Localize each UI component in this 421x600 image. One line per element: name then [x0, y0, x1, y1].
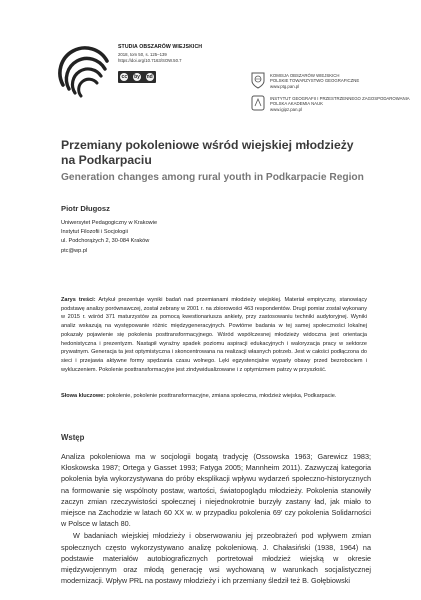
institution-igipz-url[interactable]: www.igipz.pan.pl [270, 106, 303, 112]
abstract [61, 296, 367, 374]
affiliation-institute: Instytut Filozofii i Socjologii [61, 229, 128, 236]
cc-license-badge[interactable] [118, 71, 156, 83]
abstract-label: Zarys treści: [61, 297, 96, 303]
institution-igipz [270, 96, 410, 112]
article-title-pl-line1: Przemiany pokoleniowe wśród wiejskiej młodzieży [61, 138, 354, 152]
abstract-text: Artykuł prezentuje wyniki badań nad przemianami młodzieży wiejskiej. Materiał empiryczny, stanowiący podstawę analizy porównawczej, został zebrany w 2001 r. na zbiorowości 463 respondentów. Drugi pomiar został wykonany w 2015 r. wśród 371 maturzystów za pomocą kwestionariusza ankiety, przy zastosowaniu techniki audytoryjnej. Wyniki analiz wskazują na występowanie różnic międzygeneracyjnych. Powtórne badania w tej samej społeczności lokalnej pokazały pojawienie się pokolenia posttransformacyjnego. Wśród współczesnej młodzieży widoczna jest orientacja hedonistyczna i prezentyzm. Nastąpił wyraźny spadek poziomu aspiracji edukacyjnych i waloryzacja pracy w sektorze prywatnym. Generacja ta jest optymistyczna i skoncentrowana na realizacji własnych potrzeb. Jest w całości podłączona do sieci i przejawia aktywne formy spędzania czasu wolnego. Lęki egzystencjalne wyparły obawy przed bezrobociem i wykluczeniem. Pokolenie posttransformacyjne jest zindywidualizowane i z optymizmem patrzy w przyszłość. [61, 297, 367, 373]
paragraph: W badaniach wiejskiej młodzieży i obserwowaniu jej przeobrażeń pod wpływem zmian społecznych często wykorzystywano analizę pokoleniową. J. Chałasiński (1938, 1964) na podstawie materiałów autobiograficznych portretował młodzież wiejską w okresie międzywojennym oraz młodą generację wsi wychowaną w warunkach socjalistycznej modernizacji. Wpływ PRL na postawy młodzieży i ich przemiany śledził też B. Gołębiowski [61, 531, 371, 586]
author-affiliation [61, 219, 157, 256]
by-icon: by [134, 74, 140, 80]
journal-meta [118, 52, 182, 64]
journal-volume: 2018, tom 50, s. 125–139 [118, 52, 167, 57]
cc-icon: cc [121, 74, 128, 80]
nd-icon: nd [146, 74, 153, 80]
institution-igipz-line2: POLSKA AKADEMIA NAUK [270, 101, 324, 107]
keywords [61, 392, 367, 401]
keywords-label: Słowa kluczowe: [61, 393, 106, 399]
article-title-pl [61, 138, 381, 168]
author-name: Piotr Długosz [61, 204, 110, 213]
article-title-en: Generation changes among rural youth in Podkarpacie Region [61, 172, 364, 183]
institution-igipz-line1: INSTYTUT GEOGRAFII I PRZESTRZENNEGO ZAGOSPODAROWANIA [270, 96, 410, 101]
keywords-text: pokolenie, pokolenie posttransformacyjne, zmiana społeczna, młodzież wiejska, Podkarpacie. [105, 393, 337, 399]
section-heading: Wstęp [61, 433, 85, 442]
ptg-emblem-icon [250, 71, 266, 89]
paragraph: Analiza pokoleniowa ma w socjologii bogatą tradycję (Ossowska 1963; Garewicz 1983; Kłoskowska 1987; Ortega y Gasset 1993; Fatyga 2005; Mannheim 2011). Zazwyczaj kategoria pokolenia była wykorzystywana do próby eksplikacji wpływu wydarzeń społeczno-historycznych na formowanie się wspólnoty postaw, wartości, światopoglądu młodzieży. Pokolenia stanowiły zaczyn zmian rzeczywistości społecznej i niejednokrotnie burzyły zastany ład, jak miało to miejsce na Zachodzie w latach 60 XX w. w przypadku pokolenia 69' czy pokolenia Solidarności w Polsce w latach 80. [61, 452, 371, 529]
institution-ptg-line2: POLSKIE TOWARZYSTWO GEOGRAFICZNE [270, 78, 360, 84]
institution-ptg-line1: KOMISJA OBSZARÓW WIEJSKICH [270, 73, 340, 78]
affiliation-address: ul. Podchorążych 2, 30-084 Kraków [61, 238, 150, 245]
body-text [61, 451, 371, 586]
journal-logo-icon [55, 45, 113, 103]
institution-ptg [270, 73, 359, 89]
institution-ptg-url[interactable]: www.ptg.pan.pl [270, 83, 300, 89]
pan-emblem-icon [250, 94, 266, 112]
journal-name: STUDIA OBSZARÓW WIEJSKICH [118, 44, 203, 50]
author-email-link[interactable]: ptc@wp.pl [61, 247, 88, 254]
affiliation-university: Uniwersytet Pedagogiczny w Krakowie [61, 220, 158, 226]
journal-doi-link[interactable]: https://doi.org/10.7163/SOW.50.7 [118, 58, 182, 63]
article-title-pl-line2: na Podkarpaciu [61, 153, 152, 167]
